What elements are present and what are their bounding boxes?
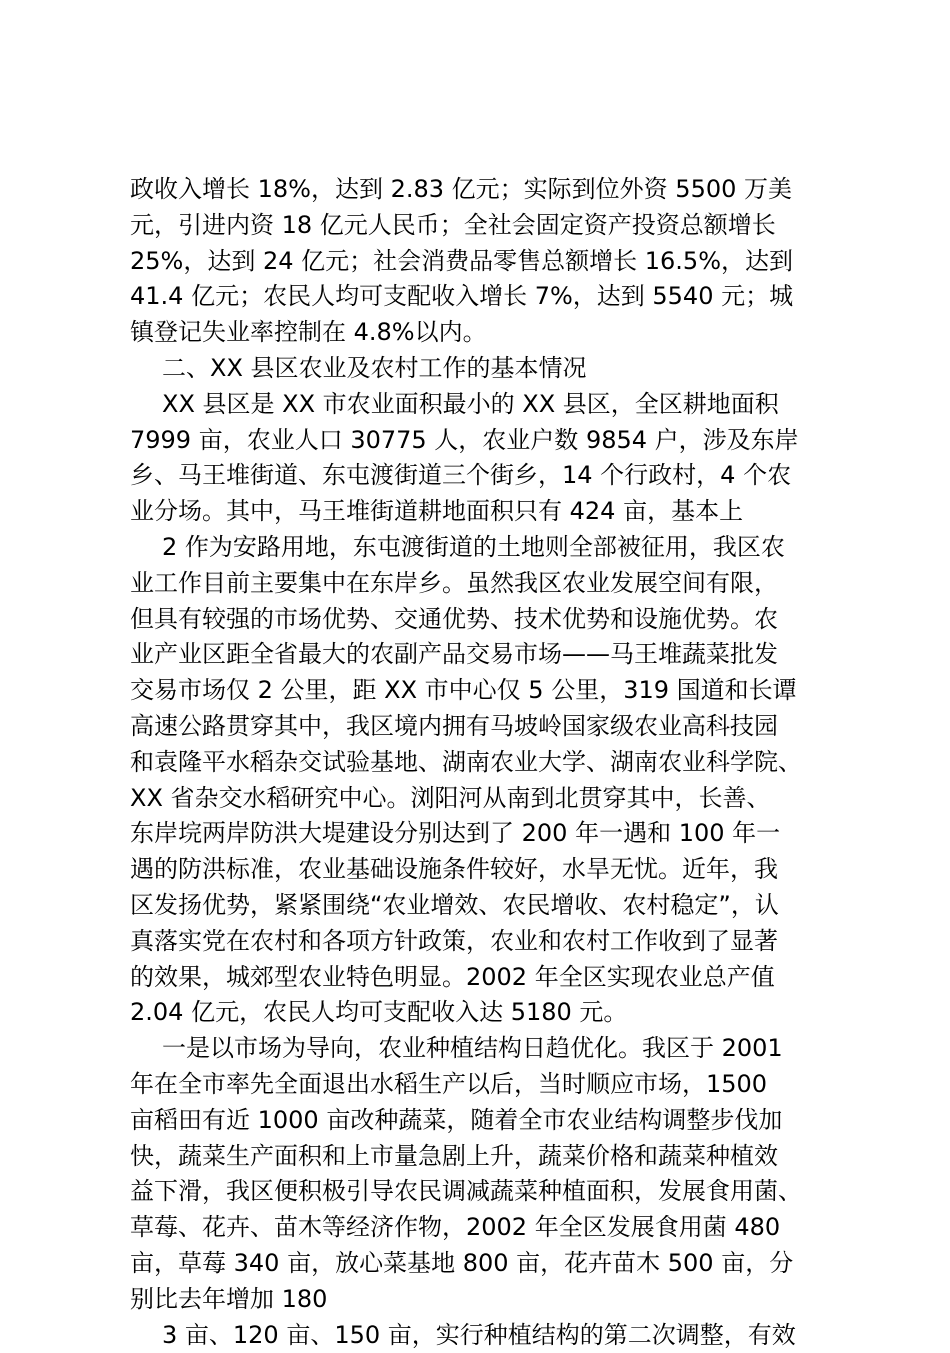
text-line: 东岸垸两岸防洪大堤建设分别达到了 200 年一遇和 100 年一 (130, 816, 830, 852)
text-line: 乡、马王堆街道、东屯渡街道三个街乡，14 个行政村，4 个农 (130, 458, 830, 494)
text-line: XX 省杂交水稻研究中心。浏阳河从南到北贯穿其中，长善、 (130, 781, 830, 817)
text-line: 草莓、花卉、苗木等经济作物，2002 年全区发展食用菌 480 (130, 1210, 830, 1246)
text-line: 7999 亩，农业人口 30775 人，农业户数 9854 户，涉及东岸 (130, 423, 830, 459)
text-line: 二、XX 县区农业及农村工作的基本情况 (130, 351, 830, 387)
text-line: 41.4 亿元；农民人均可支配收入增长 7%，达到 5540 元；城 (130, 279, 830, 315)
text-line: 2.04 亿元，农民人均可支配收入达 5180 元。 (130, 995, 830, 1031)
text-line: 真落实党在农村和各项方针政策，农业和农村工作收到了显著 (130, 924, 830, 960)
text-line: 交易市场仅 2 公里，距 XX 市中心仅 5 公里，319 国道和长谭 (130, 673, 830, 709)
text-line: 的效果，城郊型农业特色明显。2002 年全区实现农业总产值 (130, 960, 830, 996)
text-line: 镇登记失业率控制在 4.8%以内。 (130, 315, 830, 351)
text-line: 快，蔬菜生产面积和上市量急剧上升，蔬菜价格和蔬菜种植效 (130, 1139, 830, 1175)
text-line: 但具有较强的市场优势、交通优势、技术优势和设施优势。农 (130, 602, 830, 638)
text-line: 别比去年增加 180 (130, 1282, 830, 1318)
text-line: 年在全市率先全面退出水稻生产以后，当时顺应市场，1500 (130, 1067, 830, 1103)
text-line: 和袁隆平水稻杂交试验基地、湖南农业大学、湖南农业科学院、 (130, 745, 830, 781)
text-line: XX 县区是 XX 市农业面积最小的 XX 县区，全区耕地面积 (130, 387, 830, 423)
text-line: 业分场。其中，马王堆街道耕地面积只有 424 亩，基本上 (130, 494, 830, 530)
text-line: 亩，草莓 340 亩，放心菜基地 800 亩，花卉苗木 500 亩，分 (130, 1246, 830, 1282)
text-line: 高速公路贯穿其中，我区境内拥有马坡岭国家级农业高科技园 (130, 709, 830, 745)
text-line: 25%，达到 24 亿元；社会消费品零售总额增长 16.5%，达到 (130, 244, 830, 280)
text-line: 益下滑，我区便积极引导农民调减蔬菜种植面积，发展食用菌、 (130, 1174, 830, 1210)
text-line: 2 作为安路用地，东屯渡街道的土地则全部被征用，我区农 (130, 530, 830, 566)
text-line: 区发扬优势，紧紧围绕“农业增效、农民增收、农村稳定”，认 (130, 888, 830, 924)
text-line: 亩稻田有近 1000 亩改种蔬菜，随着全市农业结构调整步伐加 (130, 1103, 830, 1139)
text-line: 业工作目前主要集中在东岸乡。虽然我区农业发展空间有限， (130, 566, 830, 602)
text-line: 遇的防洪标准，农业基础设施条件较好，水旱无忧。近年，我 (130, 852, 830, 888)
text-line: 一是以市场为导向，农业种植结构日趋优化。我区于 2001 (130, 1031, 830, 1067)
text-line: 3 亩、120 亩、150 亩，实行种植结构的第二次调整，有效 (130, 1318, 830, 1353)
text-line: 业产业区距全省最大的农副产品交易市场——马王堆蔬菜批发 (130, 637, 830, 673)
text-line: 元，引进内资 18 亿元人民币；全社会固定资产投资总额增长 (130, 208, 830, 244)
text-line: 政收入增长 18%，达到 2.83 亿元；实际到位外资 5500 万美 (130, 172, 830, 208)
document-body-text (130, 172, 830, 1353)
